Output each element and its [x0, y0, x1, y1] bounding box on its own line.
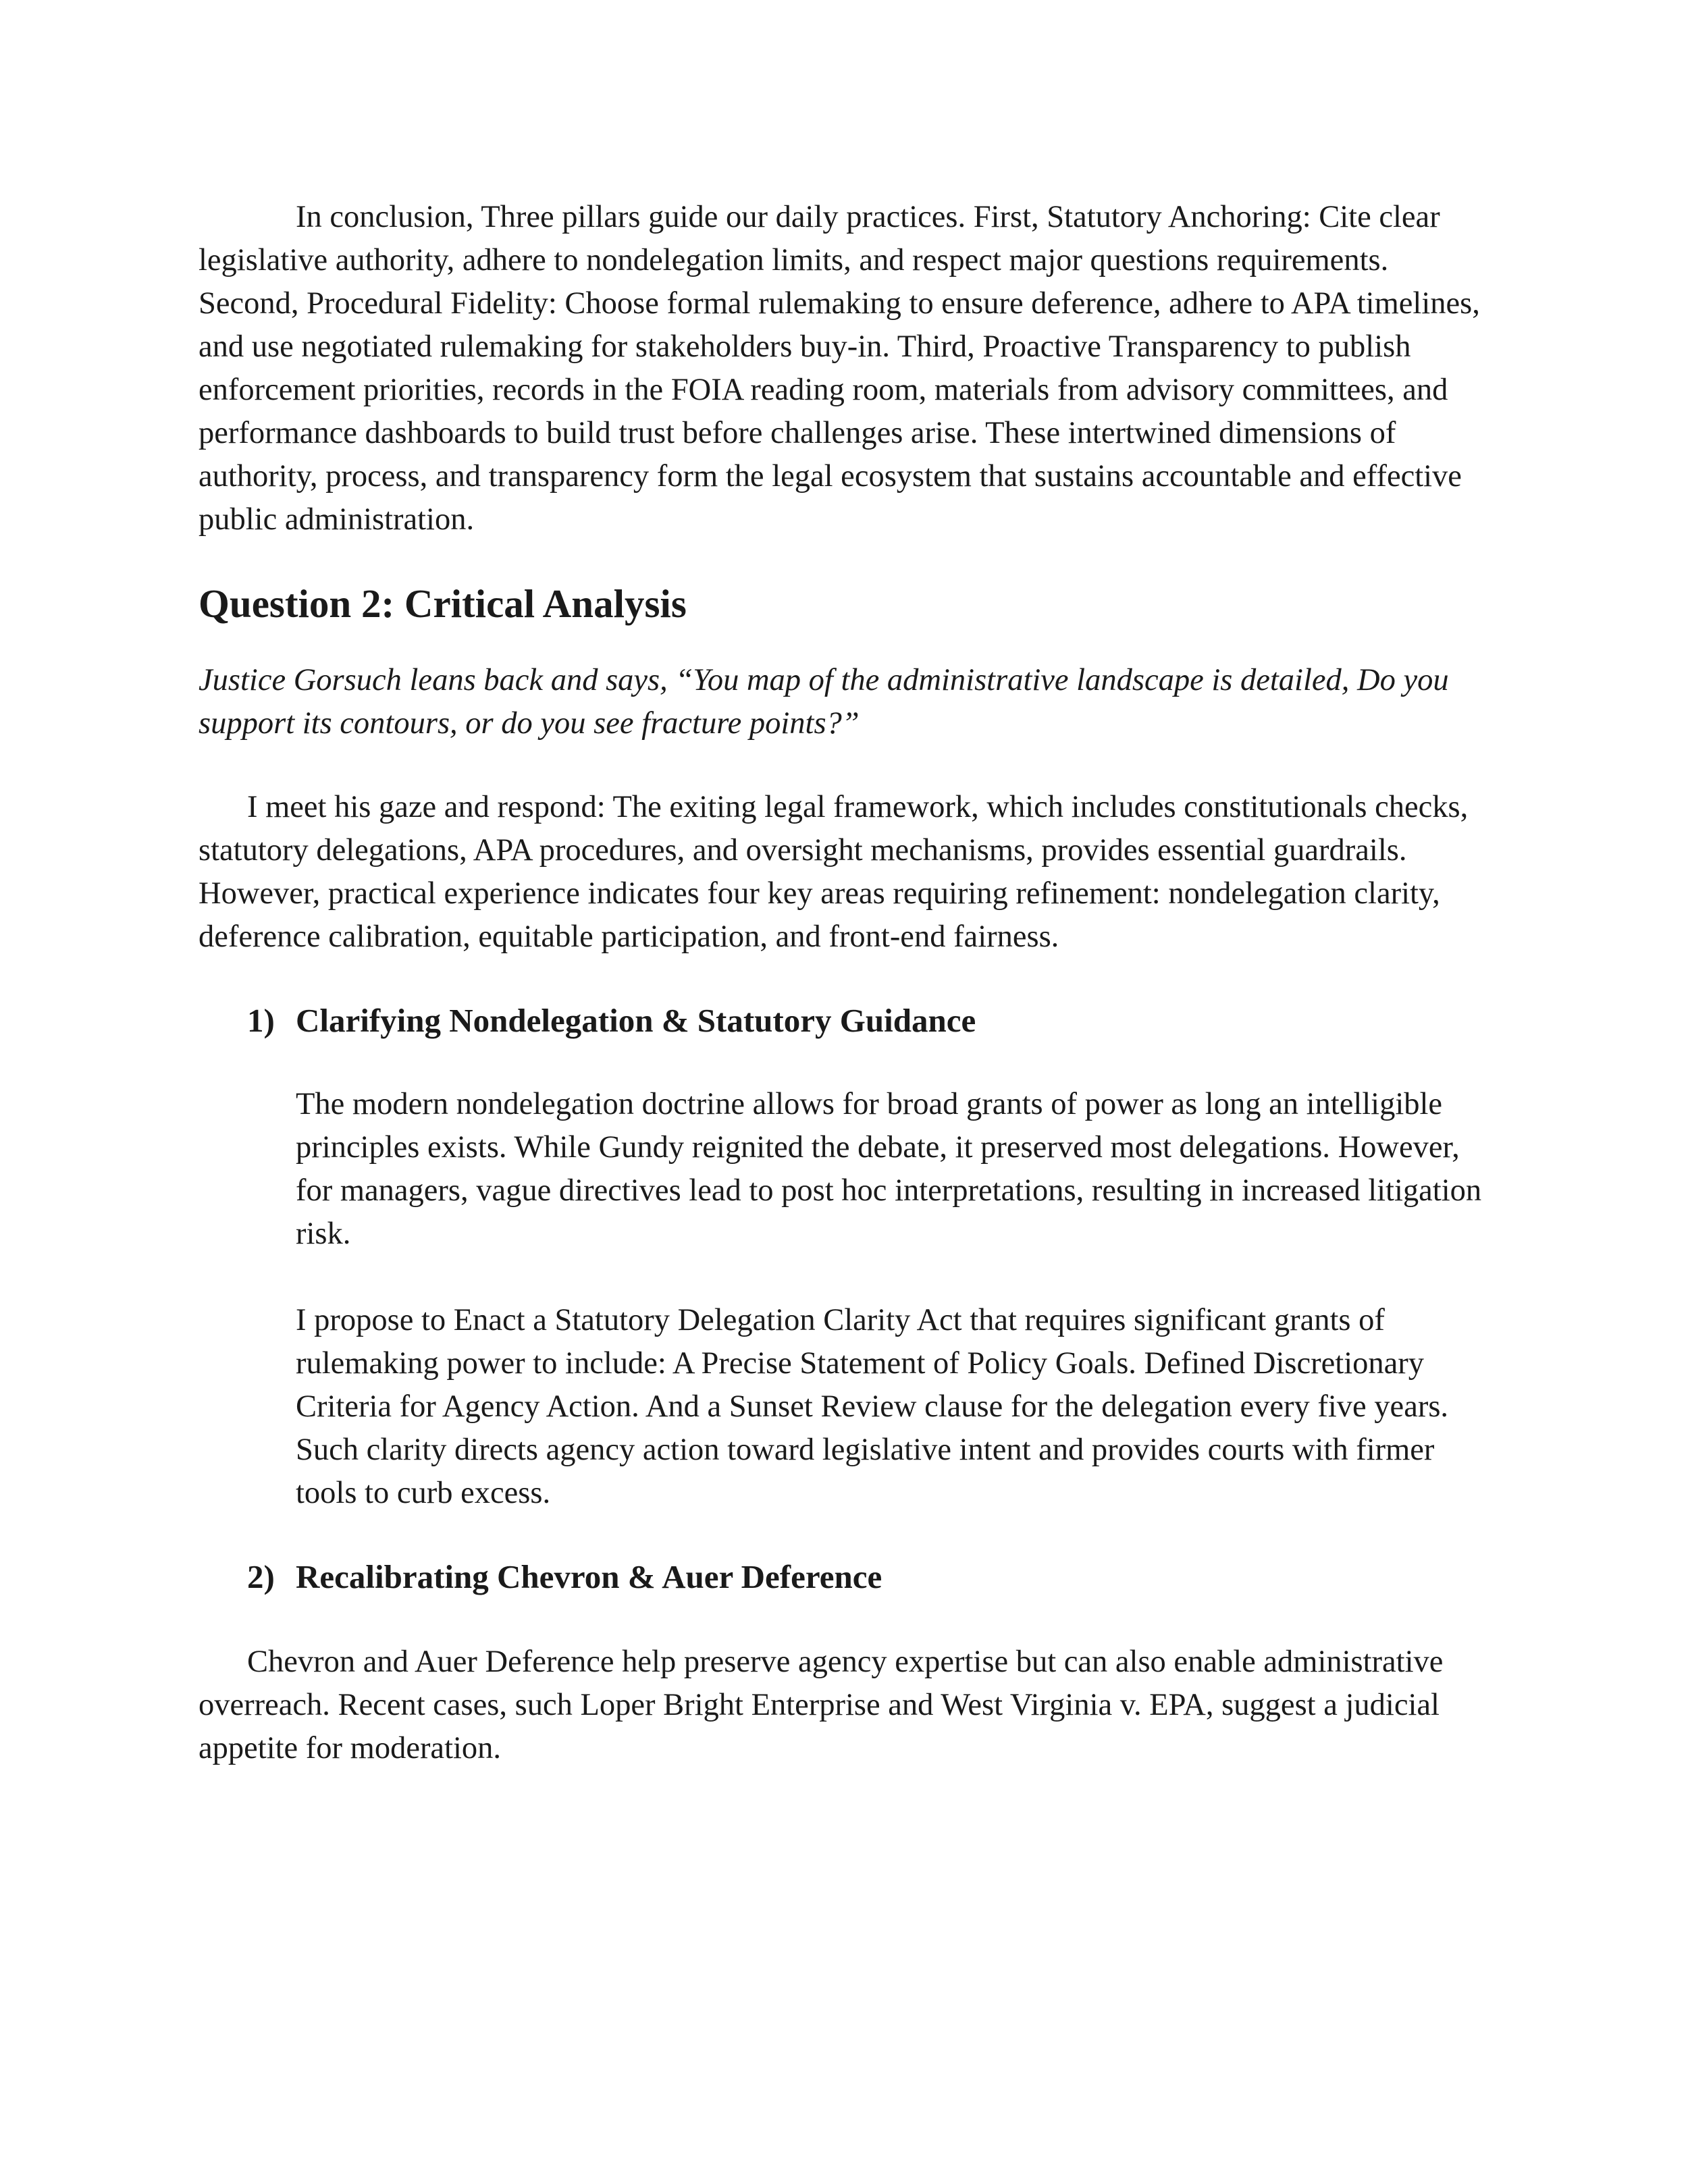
conclusion-paragraph: In conclusion, Three pillars guide our daily practices. First, Statutory Anchoring: Cite clear legislative authority, adhere to nondelegation limits, and respect major questions requirements. Second, Procedural Fidelity: Choose formal rulemaking to ensure deference, adhere to APA timelines, and use negotiated rulemaking for stakeholders buy-in. Third, Proactive Transparency to publish enforcement priorities, records in the FOIA reading room, materials from advisory committees, and performance dashboards to build trust before challenges arise. These intertwined dimensions of authority, process, and transparency form the legal ecosystem that sustains accountable and effective public administration.	[199, 200, 1480, 537]
section-1-paragraph-1: The modern nondelegation doctrine allows for broad grants of power as long an intelligible principles exists. While Gundy reignited the debate, it preserved most delegations. However, for managers, vague directives lead to post hoc interpretations, resulting in increased litigation risk.	[296, 1087, 1482, 1251]
response-paragraph: I meet his gaze and respond: The exiting legal framework, which includes constitutionals checks, statutory delegations, APA procedures, and oversight mechanisms, provides essential guardrails. However, practical experience indicates four key areas requiring refinement: nondelegation clarity, deference calibration, equitable participation, and front-end fairness.	[199, 790, 1469, 954]
document-page	[199, 196, 1495, 1770]
section-1-heading	[199, 999, 1495, 1042]
section-1-paragraph-2: I propose to Enact a Statutory Delegation Clarity Act that requires significant grants of rulemaking power to include: A Precise Statement of Policy Goals. Defined Discretionary Criteria for Agency Action. And a Sunset Review clause for the delegation every five years. Such clarity directs agency action toward legislative intent and provides courts with firmer tools to curb excess.	[296, 1303, 1449, 1510]
section-2-paragraph-1: Chevron and Auer Deference help preserve agency expertise but can also enable administrative overreach. Recent cases, such Loper Bright Enterprise and West Virginia v. EPA, suggest a judicial appetite for moderation.	[199, 1645, 1444, 1765]
section-2-heading	[199, 1555, 1495, 1599]
section-1-title: Clarifying Nondelegation & Statutory Guidance	[296, 1002, 976, 1039]
quote-paragraph: Justice Gorsuch leans back and says, “You map of the administrative landscape is detailed, Do you support its contours, or do you see fracture points?”	[199, 663, 1449, 741]
section-1-number: 1)	[247, 1002, 275, 1039]
section-2-title: Recalibrating Chevron & Auer Deference	[296, 1558, 882, 1595]
section-2-number: 2)	[247, 1558, 275, 1595]
question-heading: Question 2: Critical Analysis	[199, 581, 687, 626]
